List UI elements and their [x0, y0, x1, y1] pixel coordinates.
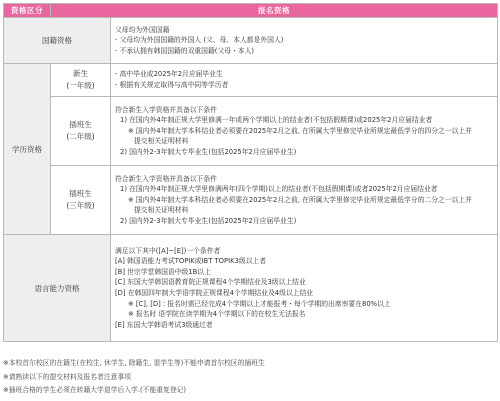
freshman-label-line2: (一年级) [66, 81, 95, 90]
language-line-2: [B] 世宗学堂韩国语中级1B以上 [115, 267, 211, 276]
transfer2-requirements [111, 97, 498, 166]
education-transfer2-row [4, 97, 498, 166]
nationality-line-2: - 不承认拥有韩国国籍的双重国籍(父母・本人) [115, 46, 255, 55]
transfer3-line-2: 提交相关证明材料 [134, 206, 189, 215]
transfer2-label-line2: (二年级) [66, 132, 95, 141]
language-label: 语言能力资格 [4, 235, 111, 342]
education-label: 学历资格 [4, 64, 51, 235]
nationality-line-1: - 父母均为外国国籍的外国人 (父、母、本人都是外国人) [115, 36, 284, 45]
nationality-requirements [111, 18, 498, 64]
language-line-0: 满足以下其中([A]~[E])一个条件者 [115, 246, 221, 255]
transfer3-title: 符合新生入学资格并具备以下条件 [115, 174, 217, 183]
freshman-label-line1: 新生 [73, 69, 88, 78]
language-line-7: [E] 东国大学韩语考试3级通过者 [115, 320, 213, 329]
language-line-3: [C] 东国大学韩国语教育院正规课程4个学期结业及3级以上结业 [115, 278, 306, 287]
header-requirement: 报名资格 [51, 4, 498, 18]
language-row [4, 235, 498, 342]
freshman-requirements [111, 64, 498, 97]
transfer2-label-line1: 插班生 [69, 120, 92, 129]
language-line-4: [D] 在韩国四年制大学语学院正规课程4个学期结业及4级以上结业 [115, 289, 314, 297]
transfer3-line-0: 1) 在国内外4年制正规大学里修满两年(四个学期)以上的结业者(不包括假期课)或者2025年2月应届结业者 [120, 185, 438, 194]
transfer2-line-1: ※ 国内外4年制大学本科结业者必须要在2025年2月之前, 在所属大学里修完毕业所规定最低学分的四分之一以上并 [128, 126, 472, 135]
education-transfer3-row [4, 166, 498, 235]
footnote-0: ※本校首尔校区的在籍生(在校生, 休学生, 除籍生, 退学生等)不能申请首尔校区的插班生 [3, 359, 265, 367]
transfer2-line-2: 提交相关证明材料 [134, 137, 189, 146]
transfer2-line-3: 2) 国内外2-3年制大专毕业生(包括2025年2月应届毕业生) [120, 147, 297, 156]
nationality-label: 国籍资格 [4, 18, 111, 64]
language-line-5: ※ [C], [D] : 报名时需已经完成4个学期以上才能报考・每个学期的出席率要在80%以上 [128, 299, 391, 308]
header-category: 资格区分 [4, 4, 51, 18]
freshman-line-1: - 根据有关规定取得与高中同等学历者 [115, 81, 229, 89]
education-freshman-row [4, 64, 498, 97]
transfer2-label [51, 97, 111, 166]
requirements-table [3, 3, 498, 342]
transfer3-label-line2: (三年级) [66, 201, 95, 210]
transfer2-line-0: 1) 在国内外4年制正规大学里修满一年或两个学期以上的结业者(不包括假期课)或2025年2月应届结业者 [120, 116, 433, 125]
transfer3-label [51, 166, 111, 235]
language-requirements [111, 235, 498, 342]
footnote-1: ※请熟读以下的提交材料及报名者注意事项 [3, 372, 132, 381]
language-line-6: ※ 报名时 语学院在读学期为4个学期以下的在校生无法报名 [128, 310, 306, 319]
language-line-1: [A] 韩国语能力考试TOPIK或IBT TOPIK3级以上者 [115, 257, 267, 266]
freshman-line-0: - 高中毕业或2025年2月应届毕业生 [115, 70, 223, 79]
nationality-line-0: 父母均为外国国籍 [115, 25, 170, 34]
transfer2-title: 符合新生入学资格并具备以下条件 [115, 105, 217, 114]
footnote-2: ※插班合格的学生必须在转籍大学退学后入学.(不能重复登记) [3, 386, 187, 394]
transfer3-requirements [111, 166, 498, 235]
table-header-row [4, 4, 498, 18]
freshman-label [51, 64, 111, 97]
transfer3-line-1: ※ 国内外4年制大学本科结业者必须要在2025年2月之前, 在所属大学里修完毕业所规定最低学分的二分之一以上并 [128, 195, 472, 204]
transfer3-line-3: 2) 国内外2-3年制大专毕业生(包括2025年2月应届毕业生) [120, 216, 297, 225]
transfer3-label-line1: 插班生 [69, 189, 92, 198]
nationality-row [4, 18, 498, 64]
footnotes [3, 357, 265, 398]
